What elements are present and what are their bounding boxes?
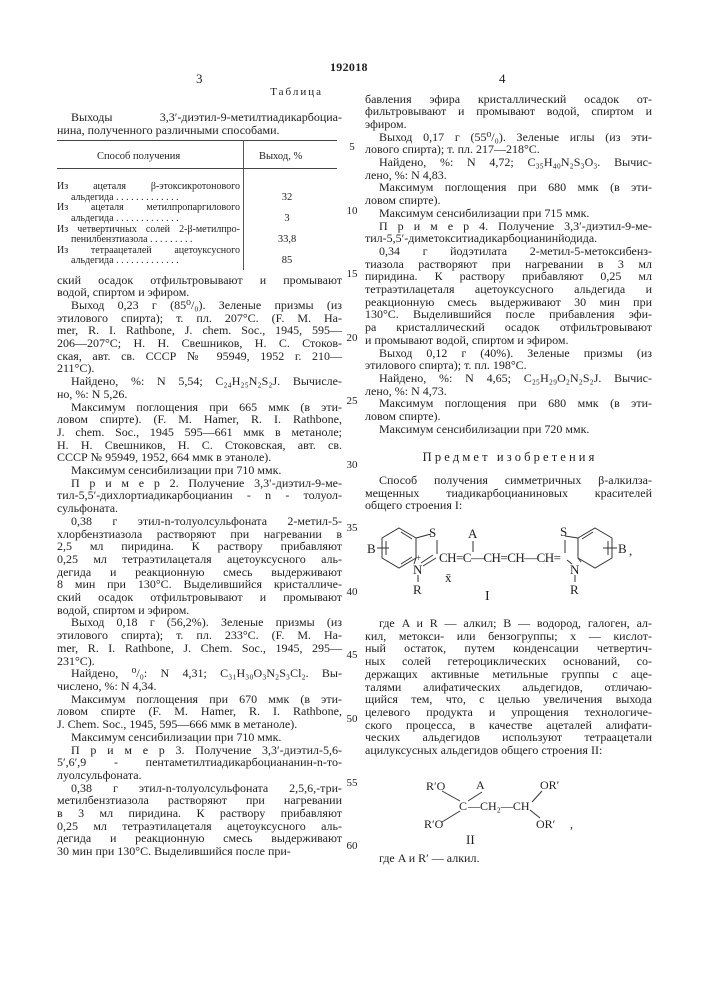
patent-number: 192018 (330, 60, 368, 75)
method-cell: Из ацеталя β-этоксикротонового (57, 182, 240, 193)
table-header-method: Способ получения (97, 151, 180, 162)
text-line: 8 мин при 130°С. Выделившийся кристалличе- (57, 578, 342, 591)
text-line: целевого продукта и упрощения технологиче- (365, 706, 652, 719)
claims-intro (365, 474, 652, 512)
paragraph (57, 693, 342, 731)
yield-cell: 33,8 (257, 235, 317, 246)
paragraph (365, 220, 652, 245)
text-line: где A и R — алкил; B — водород, галоген, ал- (365, 617, 652, 630)
line-number: 45 (340, 649, 364, 661)
text-line: ловом спирте). (365, 194, 652, 207)
text-line: Найдено, %: N 4,65; C₂₅H₂₉O₂N₂S₂J. Вычис- (365, 372, 652, 385)
text-line: ловом спирте). (F. M. Hamer, R. I. Rathbone, (57, 413, 342, 426)
paragraph (365, 347, 652, 372)
text-line: ловом спирте (F. M. Hamer, R. I. Rathbone, (57, 705, 342, 718)
paragraph (365, 423, 652, 436)
paragraph (365, 245, 652, 347)
text-line: водой, спиртом и эфиром. (57, 286, 342, 299)
text-line: Максимум поглощения при 665 ммк (в эти- (57, 401, 342, 414)
table-title (57, 111, 342, 136)
text-line: этилового спирта); т. пл. 198°С. (365, 359, 652, 372)
text-line: П р и м е р 3. Получение 3,3′-диэтил-5,6- (57, 744, 342, 757)
text-line: Выход 0,12 г (40%). Зеленые призмы (из (365, 347, 652, 360)
formula-label-a: A (468, 526, 478, 541)
text-line: 2,5 мл пиридина. К раствору прибавляют (57, 540, 342, 553)
text-line: 231°С). (57, 655, 342, 668)
text-line: Найдено, %: N 5,54; C₂₄H₂₅N₂S₂J. Вычисле- (57, 375, 342, 388)
text-line: дегида и реакционную смесь выдерживают (57, 566, 342, 579)
paragraph (365, 474, 652, 512)
formula-number-II: II (466, 832, 475, 847)
yield-cell: 85 (257, 256, 317, 267)
paragraph (365, 617, 652, 757)
table-row (57, 203, 337, 224)
claims-final (365, 852, 652, 865)
text-line: Максимум сенсибилизации при 720 ммк. (365, 423, 652, 436)
text-line: луолсульфоната. (57, 769, 342, 782)
paragraph (57, 477, 342, 515)
method-cell-continued: альдегида . . . . . . . . . . . . . (57, 256, 240, 267)
formula-label-n: N (570, 562, 580, 577)
line-number: 40 (340, 586, 364, 598)
formula-polymethine-chain: CH=C—CH=CH—CH= (439, 550, 561, 565)
text-line: тил-5,5′-диметокситиадикарбоцианинйодида. (365, 232, 652, 245)
text-line: сульфоната. (57, 502, 342, 515)
table-row (57, 246, 337, 267)
text-line: 0,38 г этил-n-толуолсульфоната 2-метил-5- (57, 515, 342, 528)
text-line: лового спирта); т. пл. 217—218°С. (365, 143, 652, 156)
formula-comma: , (570, 817, 573, 831)
paragraph (57, 274, 342, 299)
table-label: Таблица (57, 86, 323, 98)
line-number: 20 (340, 332, 364, 344)
formula-label-r: R (570, 582, 579, 597)
text-line: пиридина. К раствору прибавляют 0,25 мл (365, 270, 652, 283)
text-line: Выход 0,18 г (56,2%). Зеленые призмы (из (57, 616, 342, 629)
formula-label-c: C (459, 799, 467, 813)
formula-label-b: B (618, 541, 627, 556)
text-line: метилбензтиазола растворяют при нагревании (57, 794, 342, 807)
text-line: числено, %: N 4,34. (57, 680, 342, 693)
line-number: 15 (340, 268, 364, 280)
text-line: ского процесса, в качестве ацеталей алифати- (365, 719, 652, 732)
formula-label-ro: R′O (426, 779, 446, 793)
table-row (57, 182, 337, 203)
paragraph (365, 181, 652, 206)
text-line: mer, R. I. Rathbone, J. Chem. Soc., 1945, 295— (57, 642, 342, 655)
table-title-line: Выходы 3,3′-диэтил-9-метилтиадикарбоциа- (57, 111, 342, 124)
page-number-left: 3 (196, 71, 203, 87)
text-line: ра кристаллический осадок отфильтровывают (365, 321, 652, 334)
text-line: ный остаток, путем конденсации четвертич- (365, 642, 652, 655)
formula-label-b: B (367, 541, 376, 556)
text-line: Н. Н. Свешников, Н. С. Стоковская, авт. св. (57, 439, 342, 452)
paragraph (365, 397, 652, 422)
text-line: 0,25 мл тетраэтилацеталя ацетоуксусного аль- (57, 553, 342, 566)
text-line: водой, спиртом и эфиром. (57, 604, 342, 617)
method-cell: Из тетраацеталей ацетоуксусного (57, 246, 240, 257)
paragraph (365, 852, 652, 865)
right-column-text (365, 93, 652, 436)
text-line: Максимум сенсибилизации при 710 ммк. (57, 464, 342, 477)
text-line: Найдено, ⁰/₀: N 4,31; C₃₁H₃₀O₃N₂S₃Cl₂. Вы- (57, 667, 342, 680)
text-line: хлорбензтиазола растворяют при нагревании в (57, 528, 342, 541)
line-number: 25 (340, 395, 364, 407)
line-number: 35 (340, 522, 364, 534)
formula-number-I: I (485, 589, 490, 604)
paragraph (57, 667, 342, 692)
text-line: 211°С). (57, 362, 342, 375)
text-line: лено, %: N 4,83. (365, 169, 652, 182)
text-line: ацилуксусных альдегидов общего строения II: (365, 744, 652, 757)
text-line: J. chem. Soc., 1945 595—661 ммк в метаноле; (57, 426, 342, 439)
paragraph (365, 131, 652, 156)
text-line: Максимум поглощения при 680 ммк (в эти- (365, 181, 652, 194)
formula-label-ro: R′O (424, 817, 444, 831)
paragraph (57, 782, 342, 858)
text-line: тил-5,5′-дихлортиадикарбоцианин - n - толуол- (57, 489, 342, 502)
paragraph (365, 207, 652, 220)
text-line: талями алифатических альдегидов, отличаю- (365, 681, 652, 694)
text-line: лено, %: N 4,73. (365, 385, 652, 398)
text-line: Найдено, %: N 4,72; C₃₅H₄₀N₂S₃O₃. Вычис- (365, 156, 652, 169)
claims-body (365, 617, 652, 757)
method-cell: Из четвертичных солей 2-β-метилпро- (57, 225, 240, 236)
formula-label-s: S (429, 525, 436, 540)
text-line: ский осадок отфильтровывают и промывают (57, 274, 342, 287)
text-line: 0,34 г йодэтилата 2-метил-5-метоксибенз- (365, 245, 652, 258)
text-line: 30 мин при 130°С. Выделившийся после при- (57, 845, 342, 858)
text-line: 5′,6′,9 - пентаметилтиадикарбоцианaнин-n-то- (57, 756, 342, 769)
table-top-rule (57, 140, 337, 141)
formula-anion-x: x̄ (445, 570, 452, 585)
text-line: реакционную смесь выдерживают 30 мин при (365, 296, 652, 309)
line-number: 10 (340, 205, 364, 217)
text-line: П р и м е р 2. Получение 3,3′-диэтил-9-ме- (57, 477, 342, 490)
line-number: 50 (340, 713, 364, 725)
line-number: 55 (340, 777, 364, 789)
text-line: ловом спирте). (365, 410, 652, 423)
left-column-text (57, 274, 342, 858)
text-line: фильтровывают и промывают водой, спиртом и (365, 105, 652, 118)
text-line: Выход 0,23 г (85⁰/₀). Зеленые призмы (из (57, 299, 342, 312)
text-line: П р и м е р 4. Получение 3,3′-диэтил-9-ме- (365, 220, 652, 233)
text-line: СССР № 95949, 1952, 664 ммк в этаноле). (57, 451, 342, 464)
text-line: и промывают водой, спиртом и эфиром. (365, 334, 652, 347)
text-line: эфиром. (365, 118, 652, 131)
text-line: 206—207°С; Н. Н. Свешников, Н. С. Стоков- (57, 337, 342, 350)
paragraph (365, 93, 652, 131)
formula-charge-plus: + (416, 553, 421, 563)
formula-label-s: S (560, 524, 567, 539)
formula-label-a: A (476, 778, 485, 792)
text-line: тиазола растворяют при нагревании в 3 мл (365, 258, 652, 271)
paragraph (57, 731, 342, 744)
text-line: этилового спирта); т. пл. 207°С. (F. M. Ha- (57, 312, 342, 325)
text-line: ческих альдегидов используют тетраацетали (365, 731, 652, 744)
formula-chain: —CH₂—CH (467, 799, 530, 813)
text-line: бавления эфира кристаллический осадок от- (365, 93, 652, 106)
method-cell-continued: альдегида . . . . . . . . . . . . . (57, 214, 240, 225)
paragraph (57, 515, 342, 617)
line-number: 5 (340, 141, 364, 153)
paragraph (57, 401, 342, 465)
line-number: 30 (340, 459, 364, 471)
text-line: держащих активные метильные группы с аце- (365, 668, 652, 681)
page-number-right: 4 (499, 71, 506, 87)
structural-formula-II (420, 770, 590, 850)
text-line: ская, авт. св. СССР № 95949, 1952 г. 210— (57, 350, 342, 363)
paragraph (57, 464, 342, 477)
paragraph (57, 375, 342, 400)
structural-formula-I (365, 520, 655, 610)
table-title-line: нина, полученного различными способами. (57, 124, 342, 137)
text-line: этилового спирта); т. пл. 233°С. (F. M. Ha- (57, 629, 342, 642)
text-line: мещенных тиадикарбоцианиновых красителей (365, 487, 652, 500)
text-line: mer, R. I. Rathbone, J. chem. Soc., 1945, 595— (57, 324, 342, 337)
table-row (57, 225, 337, 246)
text-line: Максимум сенсибилизации при 715 ммк. (365, 207, 652, 220)
formula-label-or: OR′ (540, 778, 560, 792)
text-line: тетраэтилацеталя ацетоуксусного альдегида и (365, 283, 652, 296)
paragraph (365, 156, 652, 181)
text-line: 130°С. Выделившийся после прибавления эфи- (365, 308, 652, 321)
paragraph (57, 299, 342, 375)
table-header-rule (57, 168, 337, 169)
text-line: 0,38 г этил-n-толуолсульфоната 2,5,6,-три- (57, 782, 342, 795)
yield-cell: 3 (257, 214, 317, 225)
method-cell-continued: альдегида . . . . . . . . . . . . . (57, 193, 240, 204)
text-line: Максимум сенсибилизации при 710 ммк. (57, 731, 342, 744)
text-line: где A и R′ — алкил. (365, 852, 652, 865)
text-line: общего строения I: (365, 499, 652, 512)
paragraph (57, 744, 342, 782)
table-header-yield: Выход, % (259, 151, 302, 162)
text-line: Максимум поглощения при 680 ммк (в эти- (365, 397, 652, 410)
text-line: дегида и реакционную смесь выдерживают (57, 832, 342, 845)
method-cell: Из ацеталя метилпропаргилового (57, 203, 240, 214)
text-line: J. Chem. Soc., 1945, 595—666 ммк в метаноле). (57, 718, 342, 731)
text-line: Максимум поглощения при 670 ммк (в эти- (57, 693, 342, 706)
method-cell-continued: пенилбензтиазола . . . . . . . . . (57, 235, 240, 246)
text-line: щийся тем, что, с целью увеличения выхода (365, 693, 652, 706)
text-line: кил, метокси- или бензогруппы; х — кислот- (365, 630, 652, 643)
paragraph (57, 616, 342, 667)
line-number: 60 (340, 840, 364, 852)
text-line: Способ получения симметричных β-алкилза- (365, 474, 652, 487)
text-line: в 3 мл пиридина. К раствору прибавляют (57, 807, 342, 820)
text-line: ский осадок отфильтровывают и промывают (57, 591, 342, 604)
paragraph (365, 372, 652, 397)
claims-heading: П р е д м е т и з о б р е т е н и я (365, 450, 652, 465)
text-line: ных солей гетероциклических оснований, со- (365, 655, 652, 668)
yield-cell: 32 (257, 193, 317, 204)
formula-comma: , (629, 543, 632, 558)
text-line: 0,25 мл тетраэтилацеталя ацетоуксусного аль- (57, 820, 342, 833)
text-line: но, %: N 5,26. (57, 388, 342, 401)
text-line: Выход 0,17 г (55⁰/₀). Зеленые иглы (из эти- (365, 131, 652, 144)
formula-label-or: OR′ (536, 817, 556, 831)
formula-label-n: N (413, 562, 423, 577)
formula-label-r: R (413, 582, 422, 597)
